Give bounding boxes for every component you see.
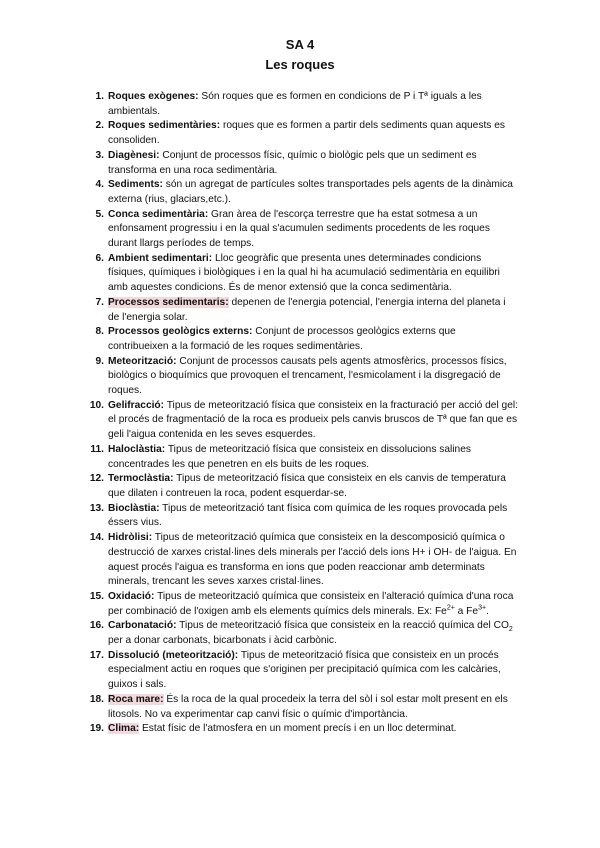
item-term: Dissolució (meteorització): bbox=[108, 649, 239, 661]
item-definition: per a donar carbonats, bicarbonats i àcid carbònic. bbox=[108, 635, 337, 647]
item-term: Conca sedimentària: bbox=[108, 208, 209, 220]
glossary-item bbox=[89, 472, 518, 501]
glossary-item bbox=[95, 149, 518, 178]
item-number: 9. bbox=[95, 355, 104, 367]
item-term: Diagènesi: bbox=[108, 149, 160, 161]
item-term: Processos geològics externs: bbox=[108, 326, 253, 338]
glossary-item bbox=[89, 590, 518, 619]
superscript: 3+ bbox=[478, 604, 487, 612]
item-term: Processos sedimentaris: bbox=[108, 296, 229, 308]
glossary-item bbox=[89, 619, 518, 648]
item-definition: Gran àrea de l'escorça terrestre que ha estat sotmesa a un enfonsament progressiu i en la qual s'acumulen sediments procedents de les roques durant llargs períodes de temps. bbox=[108, 208, 490, 250]
glossary-item bbox=[95, 355, 518, 399]
document-header bbox=[0, 37, 600, 73]
glossary-item bbox=[89, 693, 518, 722]
item-definition: Són roques que es formen en condicions de P i Tª iguals a les ambientals. bbox=[108, 91, 482, 117]
item-number: 12. bbox=[89, 473, 104, 485]
item-definition: Conjunt de processos causats pels agents atmosfèrics, processos físics, biològics o bioquímics que provoquen el trencament, l'esmicolament i la disgregació de roques. bbox=[108, 355, 507, 397]
item-term: Clima: bbox=[108, 723, 140, 735]
item-term: Oxidació: bbox=[108, 590, 155, 602]
item-number: 7. bbox=[95, 296, 104, 308]
item-number: 2. bbox=[95, 120, 104, 132]
subscript: 2 bbox=[508, 626, 513, 634]
item-number: 6. bbox=[95, 252, 104, 264]
item-number: 16. bbox=[89, 620, 104, 632]
item-definition: És la roca de la qual procedeix la terra del sòl i sol estar molt present en els litosols. No va experimentar cap canvi físic o químic d'importància. bbox=[108, 693, 508, 720]
item-term: Roca mare: bbox=[108, 693, 164, 705]
item-number: 10. bbox=[89, 399, 104, 411]
item-term: Hidròlisi: bbox=[108, 532, 153, 544]
item-term: Sediments: bbox=[108, 179, 163, 191]
superscript: 2+ bbox=[446, 604, 455, 612]
item-definition: Tipus de meteorització física que consisteix en els canvis de temperatura que dilaten i contreuen la roca, podent esquerdar-se. bbox=[108, 473, 506, 499]
item-number: 1. bbox=[95, 91, 104, 102]
glossary-item bbox=[89, 399, 518, 443]
glossary-item bbox=[90, 443, 518, 472]
item-definition: a Fe bbox=[454, 605, 479, 617]
glossary-item bbox=[95, 252, 518, 296]
item-term: Termoclàstia: bbox=[108, 473, 174, 485]
glossary-item bbox=[89, 722, 518, 737]
item-term: Bioclàstia: bbox=[108, 502, 160, 514]
item-definition: . bbox=[486, 605, 489, 617]
item-definition: Tipus de meteorització física que consisteix en la reacció química del CO bbox=[176, 620, 509, 632]
glossary-item bbox=[95, 119, 518, 148]
item-number: 5. bbox=[95, 208, 104, 220]
item-definition: Lloc geogràfic que presenta unes determinades condicions físiques, químiques i biològiques i en la qual hi ha acumulació sedimentària en equilibri amb aquestes condicions. És de menor extensió que la conca sedimentària. bbox=[108, 252, 500, 294]
item-definition: Estat físic de l'atmosfera en un moment precís i en un lloc determinat. bbox=[139, 723, 457, 735]
item-definition: Tipus de meteorització química que consisteix en l'alteració química d'una roca per combinació de l'oxigen amb els elements químics dels minerals. Ex: Fe bbox=[108, 590, 514, 617]
item-definition: Tipus de meteorització física que consisteix en la fracturació per acció del gel: el procés de fragmentació de la roca es produeix pels canvis bruscos de Tª que fan que es geli l'aigua contenida en les seves esquerdes. bbox=[108, 399, 518, 441]
glossary-item bbox=[95, 296, 518, 325]
item-term: Meteorització: bbox=[108, 355, 177, 367]
item-number: 8. bbox=[95, 326, 104, 338]
item-number: 4. bbox=[95, 179, 104, 191]
item-definition: són un agregat de partícules soltes transportades pels agents de la dinàmica externa (rius, glaciars,etc.). bbox=[108, 179, 513, 205]
item-definition: depenen de l'energia potencial, l'energia interna del planeta i de l'energia solar. bbox=[108, 296, 506, 323]
item-number: 13. bbox=[89, 502, 104, 514]
page-title: Les roques bbox=[265, 57, 335, 72]
item-term: Roques sedimentàries: bbox=[108, 120, 221, 132]
item-number: 19. bbox=[89, 723, 104, 735]
item-definition: Tipus de meteorització física que consisteix en un procés especialment actiu en roques que s'originen per precipitació química com les calcàries, guixos i sals. bbox=[108, 649, 501, 691]
item-definition: roques que es formen a partir dels sediments quan aquests es consoliden. bbox=[108, 120, 505, 147]
item-term: Ambient sedimentari: bbox=[108, 252, 213, 264]
item-definition: Tipus de meteorització tant física com química de les roques provocada pels éssers vius. bbox=[108, 502, 508, 529]
glossary-item bbox=[89, 531, 518, 590]
glossary-item bbox=[89, 649, 518, 693]
section-code: SA 4 bbox=[285, 37, 315, 52]
glossary-item bbox=[95, 178, 518, 207]
item-term: Roques exògenes: bbox=[108, 91, 199, 102]
item-definition: Conjunt de processos físic, químic o biològic pels que un sediment es transforma en una roca sedimentària. bbox=[108, 149, 477, 176]
item-definition: Conjunt de processos geològics externs que contribueixen a la formació de les roques sedimentàries. bbox=[108, 326, 456, 352]
item-number: 11. bbox=[90, 443, 104, 455]
glossary-item bbox=[95, 90, 518, 119]
glossary-item bbox=[95, 325, 518, 354]
item-number: 14. bbox=[89, 532, 104, 544]
glossary-item bbox=[95, 208, 518, 252]
item-definition: Tipus de meteorització física que consisteix en dissolucions salines concentrades les que penetren en els buits de les roques. bbox=[108, 443, 471, 470]
item-number: 3. bbox=[95, 149, 104, 161]
item-definition: Tipus de meteorització química que consisteix en la descomposició química o destrucció de xarxes cristal·lines dels minerals per l'acció dels ions H+ i OH- de l'aigua. En aquest procés l'aigua es transforma en ions que poden reaccionar amb determinats minerals, trencant les seves xarxes cristal·lines. bbox=[108, 532, 517, 588]
glossary-item bbox=[89, 502, 518, 531]
item-number: 18. bbox=[89, 693, 104, 705]
item-term: Haloclàstia: bbox=[108, 443, 166, 455]
item-number: 15. bbox=[89, 590, 104, 602]
item-term: Gelifracció: bbox=[108, 399, 165, 411]
item-term: Carbonatació: bbox=[108, 620, 177, 632]
glossary-list bbox=[89, 90, 518, 737]
item-number: 17. bbox=[89, 649, 104, 661]
